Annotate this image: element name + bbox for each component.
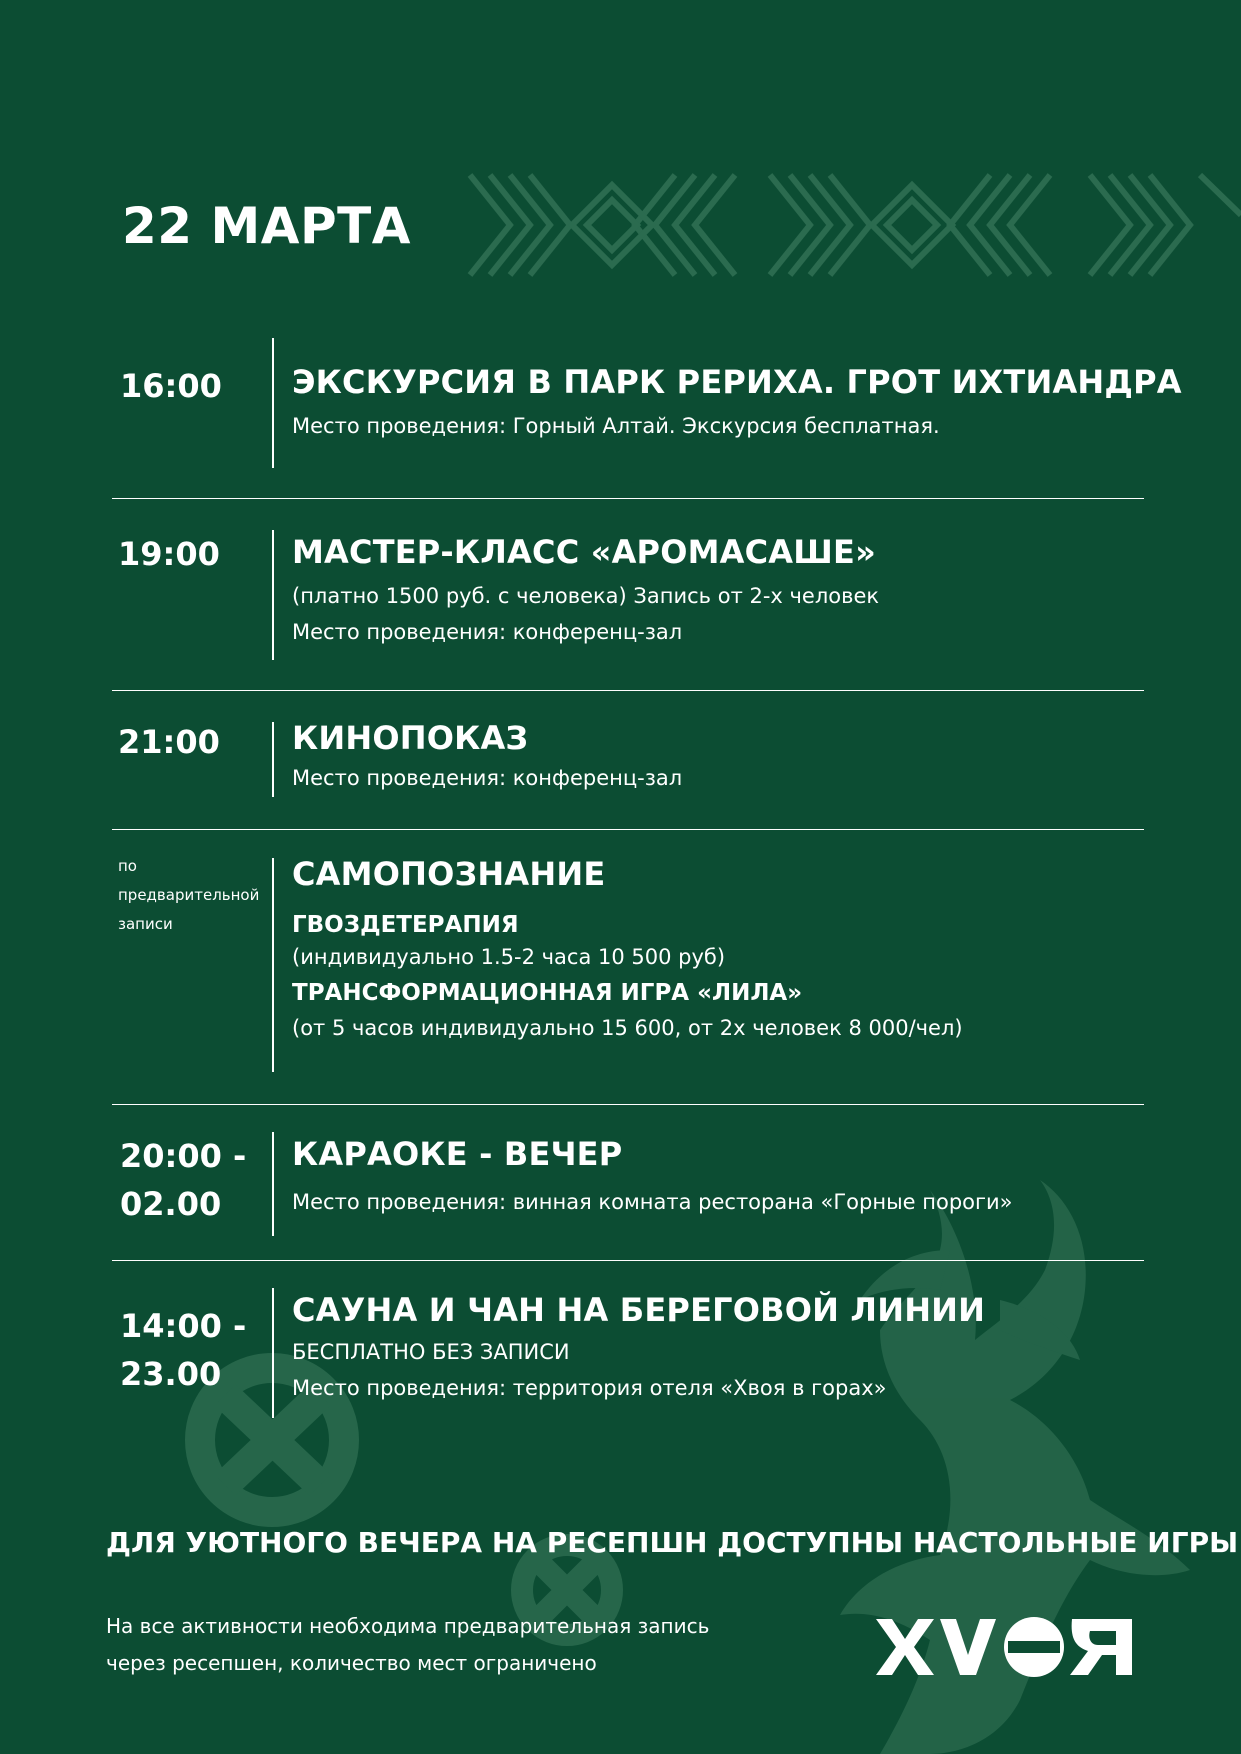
time-note-line: предварительной [118,886,260,904]
event-subtitle: ГВОЗДЕТЕРАПИЯ [292,912,519,938]
divider-horizontal [112,690,1144,691]
divider-horizontal [112,1260,1144,1261]
event-content [292,852,1151,1046]
event-content [292,360,1182,444]
footer-note-line: На все активности необходима предварительная запись [106,1614,710,1638]
event-time [120,1302,246,1398]
event-row [0,719,1241,797]
time-line: 02.00 [120,1185,222,1223]
event-title: МАСТЕР-КЛАСС «АРОМАСАШЕ» [292,533,876,571]
footer-note-line: через ресепшен, количество мест ограничено [106,1651,597,1675]
event-time: 21:00 [118,723,220,761]
event-title: САУНА И ЧАН НА БЕРЕГОВОЙ ЛИНИИ [292,1291,986,1329]
event-content [292,1132,1151,1220]
event-title: САМОПОЗНАНИЕ [292,855,606,893]
event-title: КИНОПОКАЗ [292,719,529,757]
footer-title: ДЛЯ УЮТНОГО ВЕЧЕРА НА РЕСЕПШН ДОСТУПНЫ НАСТОЛЬНЫЕ ИГРЫ [106,1526,1239,1559]
event-detail: Место проведения: конференц-зал [292,766,683,790]
divider-horizontal [112,1104,1144,1105]
event-detail: Место проведения: винная комната ресторана «Горные пороги» [292,1190,1013,1214]
date-title: 22 МАРТА [122,197,411,255]
event-detail: (платно 1500 руб. с человека) Запись от 2-х человек [292,584,880,608]
time-line: 23.00 [120,1355,222,1393]
xvoya-logo-icon [876,1615,1136,1679]
time-line: 20:00 - [120,1137,247,1175]
event-title: КАРАОКЕ - ВЕЧЕР [292,1135,623,1173]
event-row [0,530,1241,660]
event-detail: (от 5 часов индивидуально 15 600, от 2х человек 8 000/чел) [292,1016,963,1040]
divider-vertical [272,338,274,468]
event-content [292,1288,1151,1406]
divider-vertical [272,858,274,1072]
divider-horizontal [112,829,1144,830]
event-detail: Место проведения: территория отеля «Хвоя в горах» [292,1376,887,1400]
event-content [292,530,1151,650]
event-time [120,1132,246,1228]
event-row [0,852,1241,1072]
divider-horizontal [112,498,1144,499]
event-time: 19:00 [118,535,220,573]
event-content [292,716,1151,796]
event-detail: Место проведения: конференц-зал [292,620,683,644]
event-detail: Место проведения: Горный Алтай. Экскурсия бесплатная. [292,414,940,438]
time-note-line: по [118,857,137,875]
chevron-ornament-icon [470,175,1241,275]
event-detail: БЕСПЛАТНО БЕЗ ЗАПИСИ [292,1340,570,1364]
event-row [0,1132,1241,1236]
event-time: 16:00 [120,367,222,405]
event-subtitle: ТРАНСФОРМАЦИОННАЯ ИГРА «ЛИЛА» [292,980,803,1006]
event-time-note [118,852,259,939]
divider-vertical [272,530,274,660]
time-note-line: записи [118,915,173,933]
event-title: ЭКСКУРСИЯ В ПАРК РЕРИХА. ГРОТ ИХТИАНДРА [292,363,1182,401]
event-row [0,1288,1241,1418]
time-line: 14:00 - [120,1307,247,1345]
divider-vertical [272,1132,274,1236]
event-detail: (индивидуально 1.5-2 часа 10 500 руб) [292,945,726,969]
footer-note [106,1608,709,1682]
divider-vertical [272,722,274,797]
event-row [0,338,1241,468]
divider-vertical [272,1288,274,1418]
